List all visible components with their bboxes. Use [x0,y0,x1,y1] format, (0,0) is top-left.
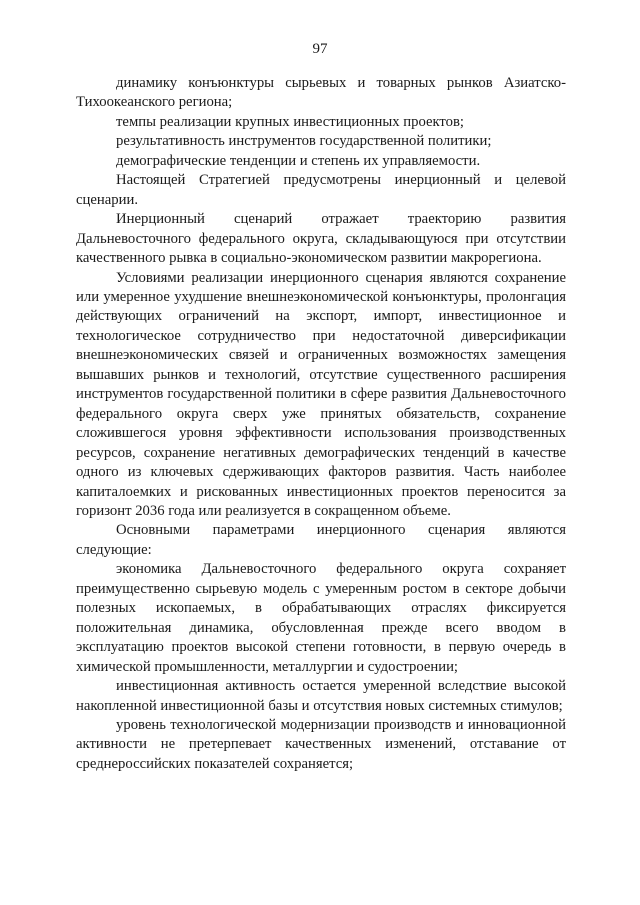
paragraph: демографические тенденции и степень их управляемости. [116,152,481,169]
paragraph: экономика Дальневосточного федерального округа сохраняет преимущественно сырьевую модель с умеренным ростом в секторе добычи полезных ископаемых, в обрабатывающих отраслях фиксируется положительная динамика, обусловленная прежде всего вводом в эксплуатацию проектов высокой степени готовности, в первую очередь в химической промышленности, металлургии и судостроении; [76,561,566,675]
page-body [76,74,566,774]
paragraph: темпы реализации крупных инвестиционных проектов; [116,113,465,130]
paragraph: Инерционный сценарий отражает траекторию развития Дальневосточного федерального округа, складывающуюся при отсутствии качественного рывка в социально-экономическом развитии макрорегиона. [76,211,566,267]
paragraph: Настоящей Стратегией предусмотрены инерционный и целевой сценарии. [76,172,566,208]
paragraph: уровень технологической модернизации производств и инновационной активности не претерпевает качественных изменений, отставание от среднероссийских показателей сохраняется; [76,716,566,772]
paragraph: результативность инструментов государственной политики; [116,133,492,150]
paragraph: инвестиционная активность остается умеренной вследствие высокой накопленной инвестиционной базы и отсутствия новых системных стимулов; [76,678,566,714]
paragraph: динамику конъюнктуры сырьевых и товарных рынков Азиатско-Тихоокеанского региона; [76,75,566,111]
page-number: 97 [312,41,328,57]
paragraph: Основными параметрами инерционного сценария являются следующие: [76,522,566,558]
paragraph: Условиями реализации инерционного сценария являются сохранение или умеренное ухудшение внешнеэкономической конъюнктуры, пролонгация действующих ограничений на экспорт, импорт, инвестиционное и технологическое сотрудничество при недостаточной диверсификации внешнеэкономических связей и ограниченных возможностях замещения вышавших рынков и технологий, отсутствие существенного расширения инструментов государственной политики в сфере развития Дальневосточного федерального округа сверх уже принятых обязательств, сохранение сложившегося уровня эффективности использования производственных ресурсов, сохранение негативных демографических тенденций в качестве одного из ключевых сдерживающих факторов развития. Часть наиболее капиталоемких и рискованных инвестиционных проектов переносится за горизонт 2036 года или реализуется в сокращенном объеме. [76,269,566,519]
